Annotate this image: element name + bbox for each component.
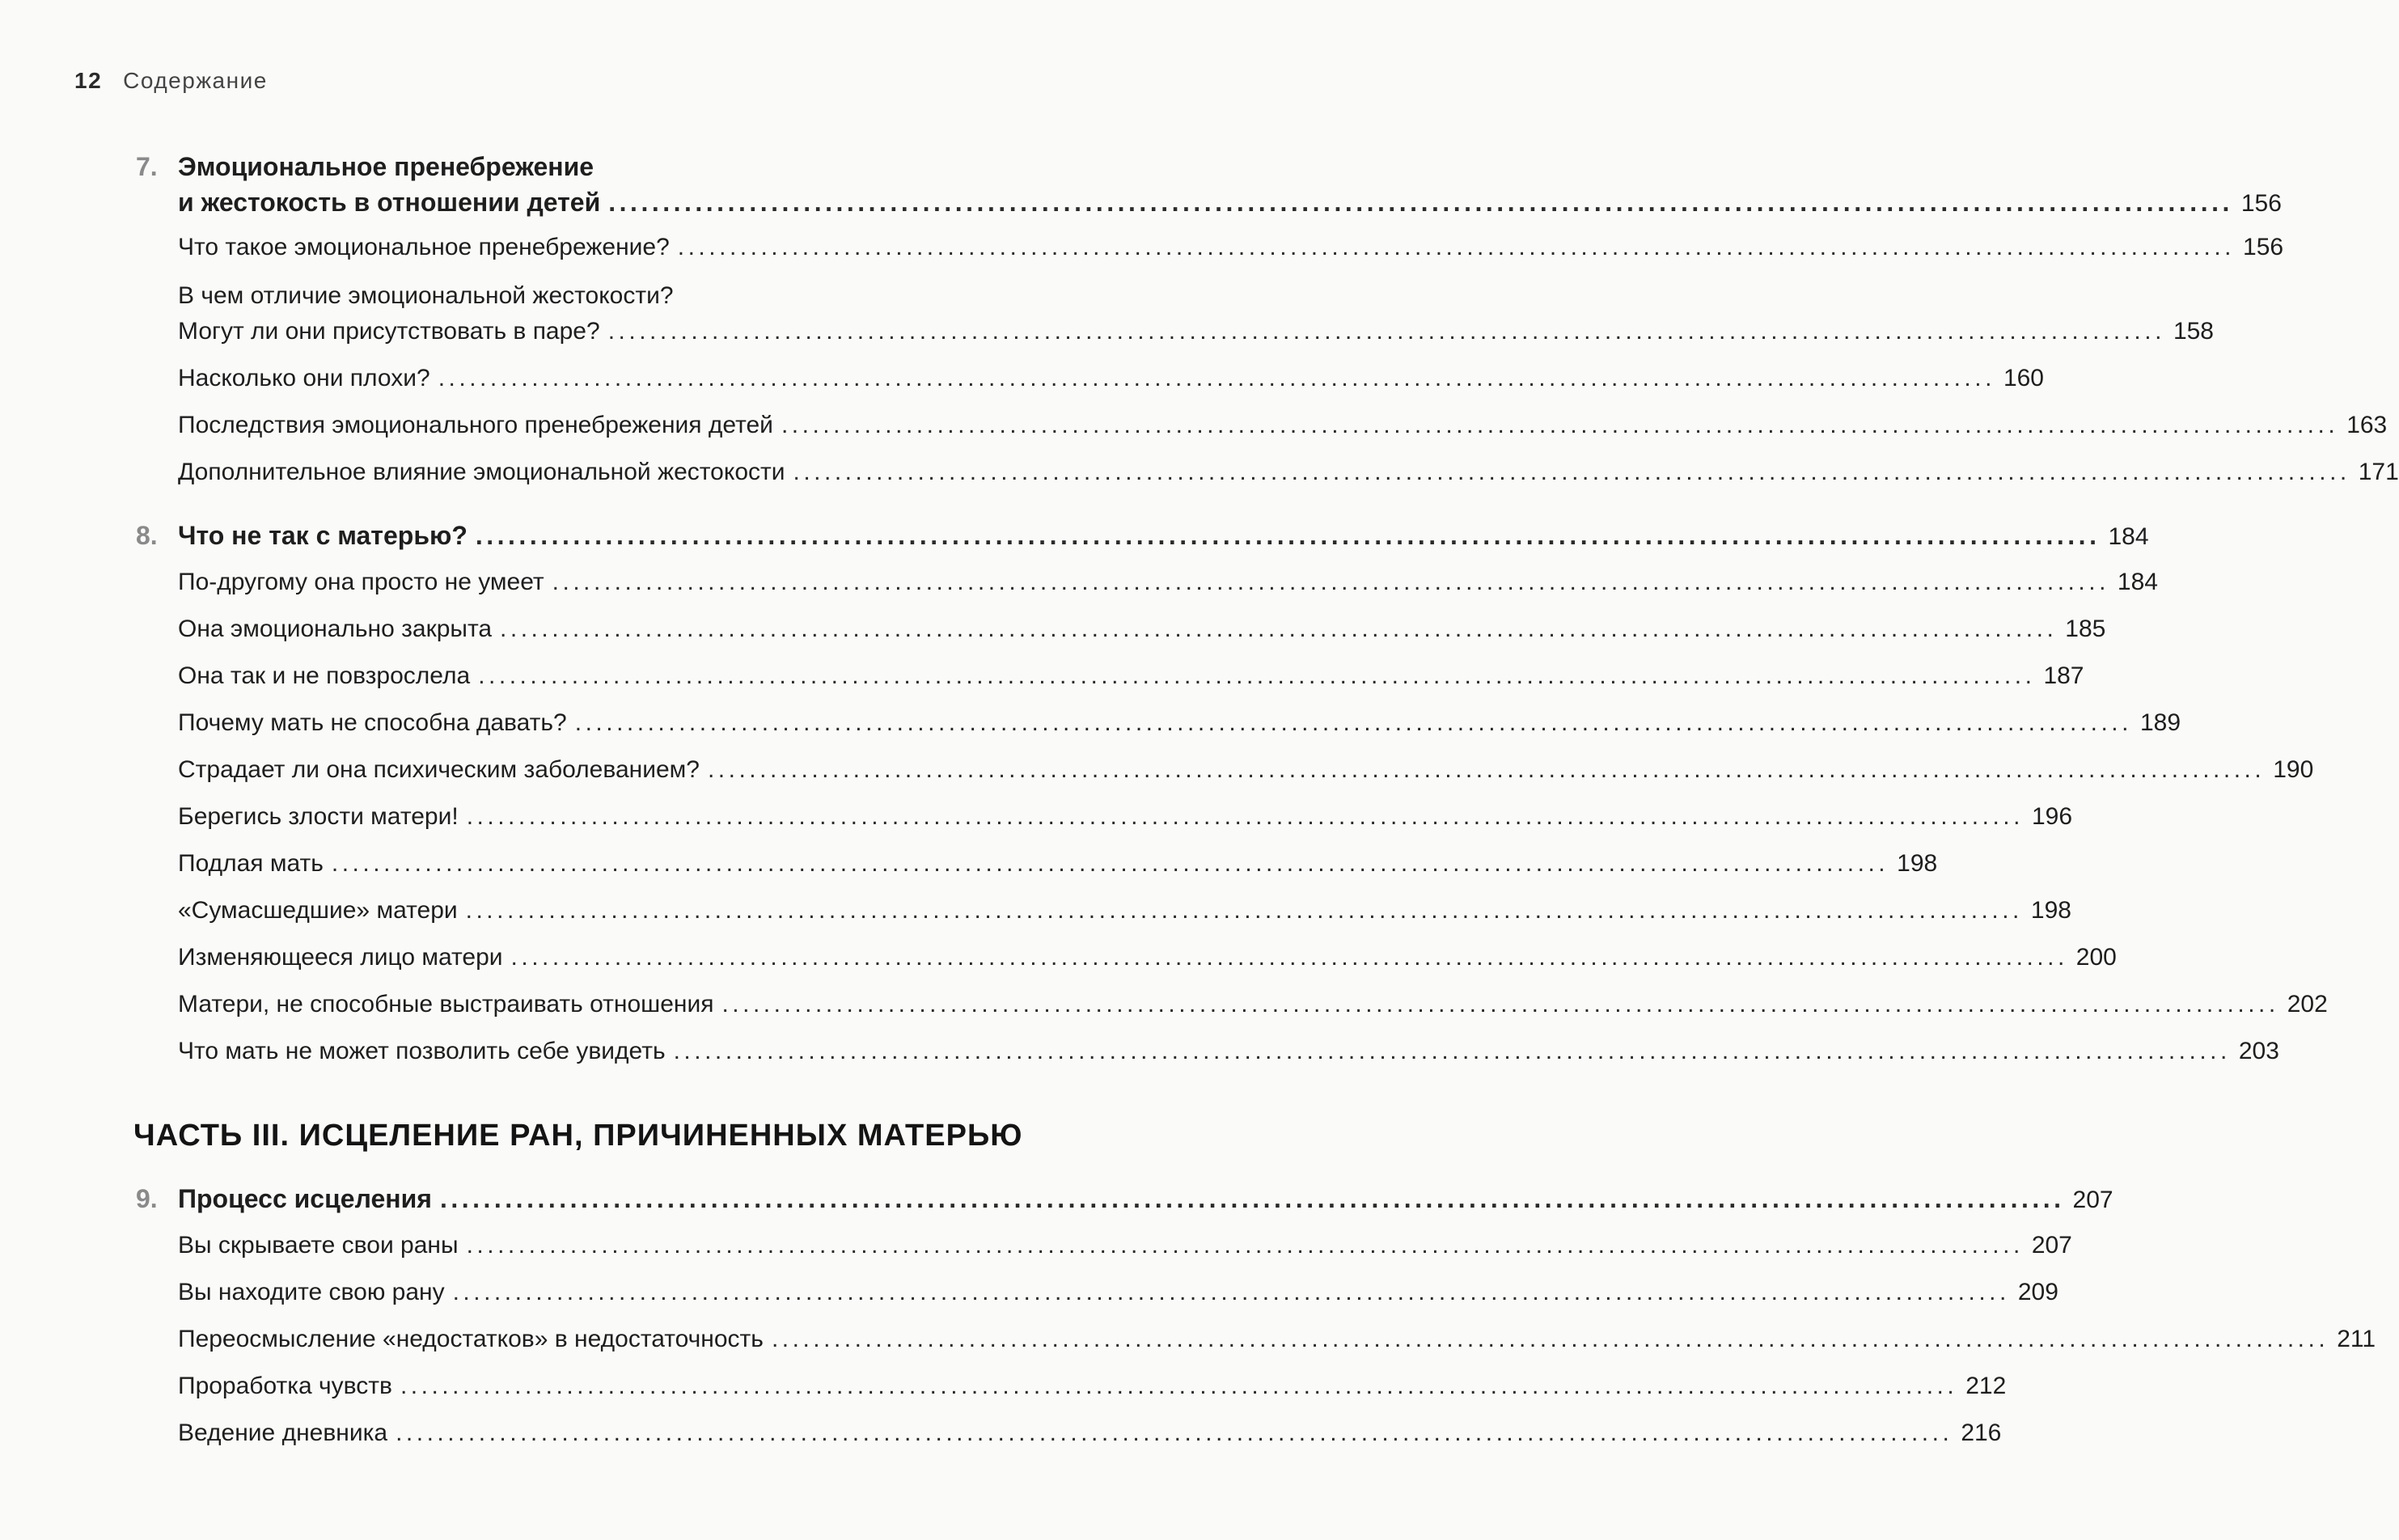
item-title: Она так и не повзрослела xyxy=(178,662,471,689)
toc-item[interactable] xyxy=(178,611,2106,647)
toc-item[interactable] xyxy=(178,1228,2072,1263)
page-ref: 171 xyxy=(2358,459,2399,485)
leader-dots: ...................................................................................................................................................... xyxy=(574,709,2132,736)
page-ref: 207 xyxy=(2072,1187,2113,1213)
item-title: Дополнительное влияние эмоциональной жестокости xyxy=(178,459,785,485)
page-ref: 211 xyxy=(2337,1326,2376,1352)
page-ref: 160 xyxy=(2003,365,2044,391)
chapter-title: Процесс исцеления xyxy=(178,1184,432,1213)
toc-item[interactable] xyxy=(178,752,2314,788)
toc-item[interactable] xyxy=(178,658,2084,694)
item-title: Почему мать не способна давать? xyxy=(178,709,567,736)
toc-item[interactable] xyxy=(178,987,2328,1022)
toc-item[interactable] xyxy=(178,1415,2002,1451)
toc-item[interactable] xyxy=(178,565,2158,600)
part-heading[interactable]: ЧАСТЬ III. ИСЦЕЛЕНИЕ РАН, ПРИЧИНЕННЫХ МАТЕРЬЮ xyxy=(133,1119,1023,1153)
item-title: Вы скрываете свои раны xyxy=(178,1232,459,1259)
item-title: Матери, не способные выстраивать отношения xyxy=(178,991,714,1018)
chapter-number: 9. xyxy=(136,1184,158,1213)
leader-dots: ...................................................................................................................................................... xyxy=(707,756,2266,783)
page-ref: 184 xyxy=(2117,569,2158,595)
leader-dots: ...................................................................................................................................................... xyxy=(607,318,2165,345)
toc-item[interactable] xyxy=(178,1369,2007,1404)
toc-item[interactable] xyxy=(178,1275,2058,1310)
chapter-number: 8. xyxy=(136,521,158,550)
page-ref: 198 xyxy=(1897,850,1938,877)
item-title: По-другому она просто не умеет xyxy=(178,569,544,595)
leader-dots: ...................................................................................................................................................... xyxy=(466,1232,2024,1259)
chapter-title-line2: и жестокость в отношении детей xyxy=(178,188,601,217)
leader-dots: ...................................................................................................................................................... xyxy=(466,803,2024,830)
leader-dots: ...................................................................................................................................................... xyxy=(781,412,2339,438)
leader-dots: ...................................................................................................................................................... xyxy=(793,459,2350,485)
leader-dots: ...................................................................................................................................................... xyxy=(439,1184,2065,1213)
item-title: Могут ли они присутствовать в паре? xyxy=(178,318,600,345)
leader-dots: ...................................................................................................................................................... xyxy=(510,944,2068,971)
page-ref: 216 xyxy=(1961,1419,2002,1446)
item-title: Подлая мать xyxy=(178,850,324,877)
item-title: Берегись злости матери! xyxy=(178,803,459,830)
item-title: Переосмысление «недостатков» в недостаточность xyxy=(178,1326,764,1352)
leader-dots: ...................................................................................................................................................... xyxy=(721,991,2279,1018)
leader-dots: ...................................................................................................................................................... xyxy=(400,1373,1958,1399)
page-ref: 207 xyxy=(2031,1232,2072,1259)
page-ref: 209 xyxy=(2017,1279,2058,1305)
toc-item[interactable] xyxy=(178,846,1938,882)
item-title: Что такое эмоциональное пренебрежение? xyxy=(178,234,670,260)
toc-item[interactable] xyxy=(178,278,2214,349)
item-title: Проработка чувств xyxy=(178,1373,392,1399)
page-ref: 156 xyxy=(2240,190,2282,217)
leader-dots: ...................................................................................................................................................... xyxy=(552,569,2109,595)
toc-item[interactable] xyxy=(178,230,2284,265)
chapter-number: 7. xyxy=(136,152,158,181)
page-ref: 187 xyxy=(2043,662,2084,689)
item-title: Последствия эмоционального пренебрежения детей xyxy=(178,412,773,438)
page-ref: 156 xyxy=(2243,234,2284,260)
toc-item[interactable] xyxy=(178,408,2388,443)
item-title: «Сумасшедшие» матери xyxy=(178,897,458,924)
page-ref: 196 xyxy=(2031,803,2073,830)
toc-chapter-8[interactable] xyxy=(136,518,2149,555)
toc-item[interactable] xyxy=(178,893,2071,929)
page-ref: 212 xyxy=(1965,1373,2007,1399)
leader-dots: ...................................................................................................................................................... xyxy=(500,616,2058,642)
leader-dots: ...................................................................................................................................................... xyxy=(677,234,2236,260)
page-ref: 184 xyxy=(2108,523,2149,550)
leader-dots: ...................................................................................................................................................... xyxy=(475,521,2101,550)
toc-chapter-9[interactable] xyxy=(136,1181,2113,1218)
toc-chapter-7[interactable] xyxy=(136,149,2282,222)
page-ref: 203 xyxy=(2238,1038,2279,1064)
page-ref: 185 xyxy=(2065,616,2106,642)
chapter-title: Что не так с матерью? xyxy=(178,521,468,550)
running-head xyxy=(74,68,268,94)
page-ref: 189 xyxy=(2139,709,2181,736)
page-number: 12 xyxy=(74,68,103,93)
item-title: Она эмоционально закрыта xyxy=(178,616,493,642)
leader-dots: ...................................................................................................................................................... xyxy=(331,850,1889,877)
toc-item[interactable] xyxy=(178,361,2044,396)
leader-dots: ...................................................................................................................................................... xyxy=(396,1419,1953,1446)
leader-dots: ...................................................................................................................................................... xyxy=(452,1279,2010,1305)
item-title: Вы находите свою рану xyxy=(178,1279,445,1305)
leader-dots: ...................................................................................................................................................... xyxy=(608,188,2233,217)
toc-item[interactable] xyxy=(178,799,2073,835)
item-title: Что мать не может позволить себе увидеть xyxy=(178,1038,666,1064)
toc-item[interactable] xyxy=(178,1034,2279,1069)
item-title: Страдает ли она психическим заболеванием? xyxy=(178,756,700,783)
leader-dots: ...................................................................................................................................................... xyxy=(465,897,2023,924)
page-ref: 163 xyxy=(2346,412,2388,438)
leader-dots: ...................................................................................................................................................... xyxy=(771,1326,2329,1352)
leader-dots: ...................................................................................................................................................... xyxy=(478,662,2036,689)
toc-item[interactable] xyxy=(178,455,2399,490)
leader-dots: ...................................................................................................................................................... xyxy=(673,1038,2231,1064)
running-head-title: Содержание xyxy=(123,68,268,93)
page-ref: 190 xyxy=(2273,756,2314,783)
toc-item[interactable] xyxy=(178,1322,2376,1357)
item-title-line1: В чем отличие эмоциональной жестокости? xyxy=(178,282,674,309)
page-ref: 200 xyxy=(2075,944,2117,971)
item-title: Изменяющееся лицо матери xyxy=(178,944,503,971)
page-ref: 158 xyxy=(2173,318,2214,345)
chapter-title-line1: Эмоциональное пренебрежение xyxy=(178,152,594,181)
item-title: Ведение дневника xyxy=(178,1419,388,1446)
toc-item[interactable] xyxy=(178,705,2181,741)
leader-dots: ...................................................................................................................................................... xyxy=(438,365,1995,391)
page-ref: 198 xyxy=(2030,897,2071,924)
page-ref: 202 xyxy=(2287,991,2328,1018)
toc-item[interactable] xyxy=(178,940,2117,975)
item-title: Насколько они плохи? xyxy=(178,365,430,391)
